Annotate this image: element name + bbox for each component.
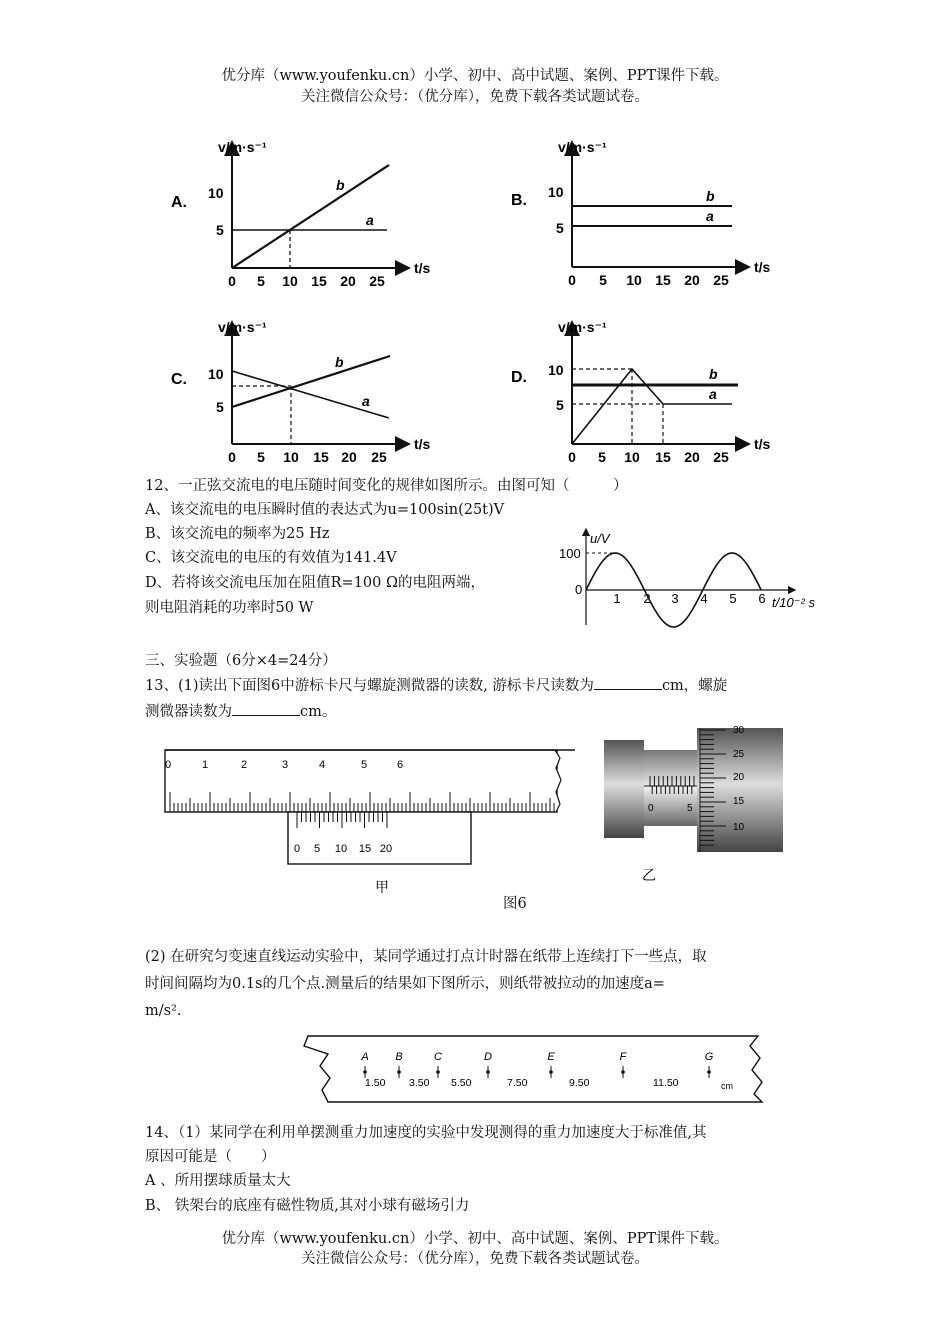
y-tick-10: 10: [548, 184, 564, 200]
footer-line-1: 优分库（www.youfenku.cn）小学、初中、高中试题、案例、PPT课件下载。: [221, 1231, 729, 1247]
y-tick-5: 5: [216, 399, 224, 415]
u-peak-label: 100: [559, 546, 581, 561]
main-scale-label: 4: [318, 759, 326, 771]
main-scale-label: 0: [164, 759, 172, 771]
y-tick-5: 5: [216, 222, 224, 238]
x-tick: 5: [257, 449, 265, 465]
thimble-label: 10: [733, 822, 745, 833]
x-tick: 20: [684, 272, 700, 288]
line-b-label: b: [335, 354, 344, 370]
x-tick: 10: [283, 449, 299, 465]
q14-option-a: A 、所用摆球质量太大: [145, 1173, 291, 1189]
q13-part1-line2: [145, 700, 336, 724]
tape-point-label: A: [361, 1051, 369, 1063]
x-tick: 5: [598, 449, 606, 465]
x-axis-label: t/s: [754, 436, 771, 452]
paper-tape-figure: [298, 1032, 770, 1106]
vt-graph-a: [171, 139, 431, 289]
thimble-label: 15: [733, 796, 745, 807]
y-tick-10: 10: [208, 366, 224, 382]
vernier-label: 0: [293, 843, 301, 855]
option-label-a: A.: [171, 194, 187, 211]
main-scale-label: 2: [240, 759, 248, 771]
line-a-label: a: [706, 208, 714, 224]
q12-option-a-expression: u=100sin(25t)V: [387, 502, 505, 518]
x-tick: 25: [371, 449, 387, 465]
vt-graph-c: [171, 319, 431, 465]
x-tick: 10: [626, 272, 642, 288]
x-tick: 5: [599, 272, 607, 288]
line-b-label: b: [706, 188, 715, 204]
tape-distance: 7.50: [507, 1077, 528, 1089]
tape-point-label: F: [619, 1051, 627, 1063]
header-line-2: 关注微信公众号：（优分库），免费下载各类试题试卷。: [301, 89, 649, 105]
footer-line-2: 关注微信公众号：（优分库），免费下载各类试题试卷。: [301, 1251, 649, 1267]
x-tick: 20: [341, 449, 357, 465]
tape-unit: cm: [721, 1081, 733, 1091]
vernier-label: 5: [313, 843, 321, 855]
tape-point-label: E: [547, 1051, 555, 1063]
q12-sine-graph: [550, 525, 840, 630]
sleeve-label: 5: [687, 803, 693, 814]
y-tick-10: 10: [208, 185, 224, 201]
tape-distance: 9.50: [569, 1077, 590, 1089]
vernier-label: 15: [358, 843, 372, 855]
x-axis-label: t/s: [414, 260, 431, 276]
q12-option-d-line2: 则电阻消耗的功率时50 W: [145, 600, 314, 616]
q14-stem-line2: 原因可能是（ ）: [145, 1149, 276, 1165]
y-tick-10: 10: [548, 362, 564, 378]
y-axis-label: v/m·s⁻¹: [218, 139, 267, 155]
q12-option-d-line1: D、若将该交流电压加在阻值R=100 Ω的电阻两端，: [145, 575, 485, 591]
vernier-label: 20: [379, 843, 393, 855]
micrometer-anvil: [604, 740, 644, 838]
main-scale-label: 5: [360, 759, 368, 771]
t-tick: 2: [643, 591, 651, 606]
q13-part1-text-d: cm。: [300, 704, 337, 720]
t-tick: 5: [729, 591, 737, 606]
x-tick: 15: [311, 273, 327, 289]
x-tick: 0: [228, 273, 236, 289]
q13-part1-text-c: 测微器读数为: [145, 704, 232, 720]
vt-graph-d: [511, 319, 771, 465]
q13-part2-line3: m/s².: [145, 1003, 182, 1019]
main-scale-label: 3: [281, 759, 289, 771]
tape-point-label: G: [704, 1051, 714, 1063]
x-tick: 10: [624, 449, 640, 465]
x-tick: 0: [568, 272, 576, 288]
vt-graphs-figure: [160, 125, 800, 475]
x-tick: 15: [655, 449, 671, 465]
x-axis-label: t/s: [414, 436, 431, 452]
option-label-c: C.: [171, 371, 187, 388]
q12-option-c: C、该交流电的电压的有效值为141.4V: [145, 550, 397, 566]
micrometer-label: 乙: [642, 867, 656, 883]
x-tick: 25: [713, 449, 729, 465]
t-tick: 4: [700, 591, 708, 606]
line-a: [572, 369, 732, 444]
x-tick: 15: [313, 449, 329, 465]
t-tick: 6: [758, 591, 766, 606]
tape-distance: 5.50: [451, 1077, 472, 1089]
option-label-d: D.: [511, 369, 527, 386]
sleeve-label: 0: [648, 803, 654, 814]
paper-tape: [304, 1036, 762, 1102]
line-b-label: b: [709, 366, 718, 382]
header-line-1: 优分库（www.youfenku.cn）小学、初中、高中试题、案例、PPT课件下载。: [221, 68, 729, 84]
q13-part2-line2: 时间间隔均为0.1s的几个点.测量后的结果如下图所示，则纸带被拉动的加速度a=: [145, 976, 665, 992]
micrometer-figure: [600, 722, 790, 887]
vernier-label: 10: [334, 843, 348, 855]
x-tick: 10: [282, 273, 298, 289]
thimble-label: 30: [733, 725, 745, 736]
t-tick: 3: [671, 591, 679, 606]
q12-option-b: B、该交流电的频率为25 Hz: [145, 526, 330, 542]
line-a-label: a: [362, 393, 370, 409]
micrometer-thimble: [697, 728, 783, 852]
y-axis-label: v/m·s⁻¹: [558, 319, 607, 335]
q12-option-a: [145, 498, 504, 522]
x-tick: 20: [340, 273, 356, 289]
thimble-label: 25: [733, 749, 745, 760]
y-tick-5: 5: [556, 220, 564, 236]
caliper-label: 甲: [375, 879, 389, 895]
x-tick: 20: [684, 449, 700, 465]
q14-stem-line1: 14、（1）某同学在利用单摆测重力加速度的实验中发现测得的重力加速度大于标准值,其: [145, 1125, 707, 1141]
tape-distance: 3.50: [409, 1077, 430, 1089]
x-tick: 25: [369, 273, 385, 289]
y-axis-label: v/m·s⁻¹: [558, 139, 607, 155]
caliper-answer-blank[interactable]: [594, 675, 662, 690]
x-tick: 5: [257, 273, 265, 289]
q12-option-a-text: A、该交流电的电压瞬时值的表达式为: [145, 502, 388, 518]
y-axis-label: v/m·s⁻¹: [218, 319, 267, 335]
option-label-b: B.: [511, 192, 527, 209]
tape-point-label: B: [395, 1051, 403, 1063]
vt-graph-b: [511, 139, 771, 288]
q13-part2: [145, 944, 810, 1025]
x-tick: 0: [228, 449, 236, 465]
tape-distance: 11.50: [653, 1077, 679, 1089]
q13-part1-text: 13、(1)读出下面图6中游标卡尺与螺旋测微器的读数, 游标卡尺读数为: [145, 678, 594, 694]
main-scale-label: 1: [201, 759, 209, 771]
y-tick-5: 5: [556, 397, 564, 413]
thimble-label: 20: [733, 772, 745, 783]
tape-point-label: D: [484, 1051, 492, 1063]
x-tick: 0: [568, 449, 576, 465]
micrometer-answer-blank[interactable]: [232, 701, 300, 716]
u-axis-label: u/V: [590, 531, 610, 546]
x-tick: 15: [655, 272, 671, 288]
figure-6-caption: 图6: [503, 896, 527, 912]
t-tick: 1: [613, 591, 621, 606]
t-axis-label: t/10⁻² s: [772, 595, 815, 610]
x-tick: 25: [713, 272, 729, 288]
tape-distance: 1.50: [365, 1077, 386, 1089]
main-scale-label: 6: [396, 759, 404, 771]
origin-label: 0: [575, 582, 583, 597]
q13-part2-line1: (2) 在研究匀变速直线运动实验中，某同学通过打点计时器在纸带上连续打下一些点，取: [145, 949, 707, 965]
q14-option-b: B、 铁架台的底座有磁性物质,其对小球有磁场引力: [145, 1198, 470, 1214]
q13-part1-line1: [145, 674, 727, 698]
line-a-label: a: [366, 212, 374, 228]
line-a-label: a: [709, 386, 717, 402]
line-b-label: b: [336, 177, 345, 193]
q12-stem: 12、一正弦交流电的电压随时间变化的规律如图所示。由图可知（ ）: [145, 478, 628, 494]
tape-point-label: C: [434, 1051, 442, 1063]
q13-part1-text-b: cm，螺旋: [661, 678, 728, 694]
vernier-caliper-figure: [160, 738, 575, 898]
section3-title: 三、实验题（6分×4=24分）: [145, 653, 337, 669]
x-axis-label: t/s: [754, 259, 771, 275]
